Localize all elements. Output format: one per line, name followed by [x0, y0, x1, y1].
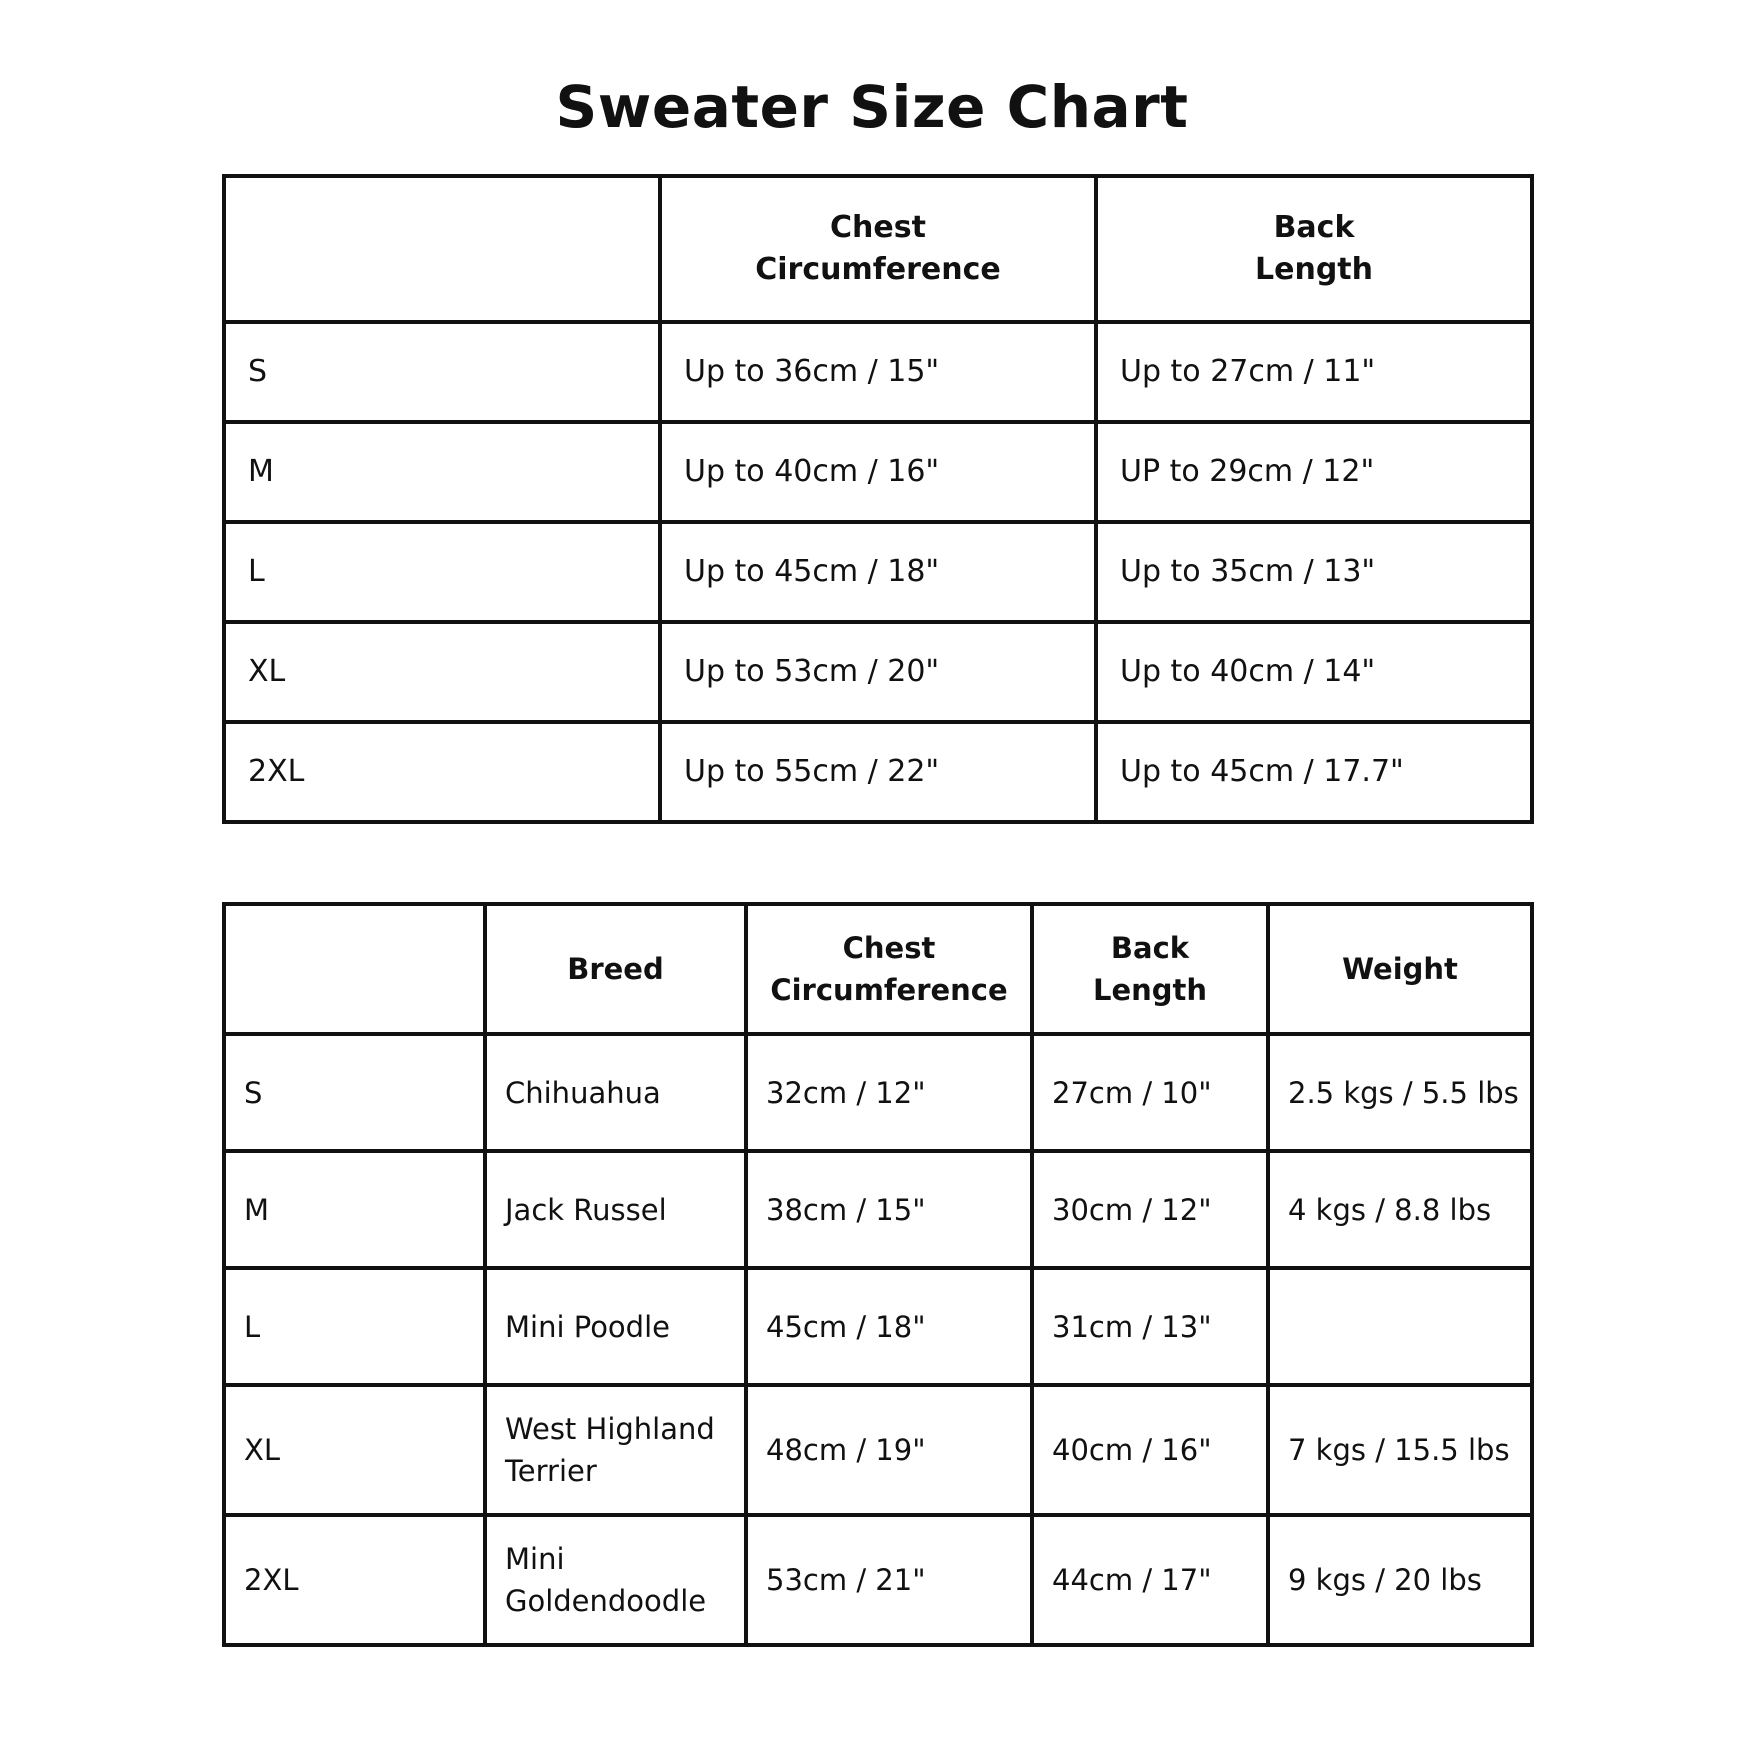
- cell-text: 44cm / 17": [1052, 1563, 1212, 1597]
- table-cell: [224, 1268, 485, 1385]
- table-cell: [224, 1034, 485, 1151]
- table-cell: Up to 35cm / 13": [1096, 522, 1532, 622]
- table-cell: [746, 1515, 1032, 1645]
- cell-text: 38cm / 15": [766, 1192, 926, 1227]
- table-row: [224, 1034, 1532, 1151]
- table-row: [224, 1151, 1532, 1268]
- cell-text: 2XL: [244, 1563, 299, 1597]
- cell-text: 30cm / 12": [1052, 1192, 1212, 1227]
- column-header: [660, 176, 1096, 322]
- cell-text: Chest: [830, 210, 926, 245]
- cell-text: L: [244, 1309, 261, 1344]
- table-cell: [485, 1268, 746, 1385]
- table-cell: [1032, 1151, 1268, 1268]
- cell-text: Circumference: [770, 973, 1008, 1007]
- column-header: [1268, 904, 1532, 1034]
- table-cell: [485, 1385, 746, 1515]
- cell-text: Length: [1092, 973, 1208, 1007]
- column-header: [1032, 904, 1268, 1034]
- table-row: [224, 522, 1532, 622]
- cell-text: Back: [1273, 210, 1355, 245]
- table-cell: Up to 36cm / 15": [660, 322, 1096, 422]
- column-header: [485, 904, 746, 1034]
- cell-text: Goldendoodle: [505, 1584, 707, 1618]
- table-cell: Up to 55cm / 22": [660, 722, 1096, 822]
- table-cell: [485, 1151, 746, 1268]
- table-cell: [1268, 1268, 1532, 1385]
- table-cell: L: [224, 522, 660, 622]
- table-cell: [1268, 1385, 1532, 1515]
- cell-text: S: [244, 1075, 263, 1110]
- table-row: [224, 422, 1532, 522]
- table-cell: S: [224, 322, 660, 422]
- cell-text: Jack Russel: [505, 1192, 667, 1227]
- cell-text: Mini: [505, 1542, 565, 1576]
- table-row: [224, 722, 1532, 822]
- table-cell: [1268, 1034, 1532, 1151]
- table-cell: [1268, 1515, 1532, 1645]
- header-row: [224, 176, 1532, 322]
- table-row: [224, 1385, 1532, 1515]
- table-cell: XL: [224, 622, 660, 722]
- size-table: [222, 174, 1534, 824]
- cell-text: Length: [1255, 252, 1373, 287]
- cell-text: 27cm / 10": [1052, 1075, 1212, 1110]
- cell-text: Weight: [1342, 952, 1458, 986]
- cell-text: 4 kgs / 8.8 lbs: [1288, 1192, 1492, 1227]
- column-header: [224, 904, 485, 1034]
- table-cell: [1032, 1034, 1268, 1151]
- cell-text: 31cm / 13": [1052, 1309, 1212, 1344]
- cell-text: 32cm / 12": [766, 1075, 926, 1110]
- cell-text: 45cm / 18": [766, 1309, 926, 1344]
- cell-text: Mini Poodle: [505, 1309, 670, 1344]
- table-cell: 2XL: [224, 722, 660, 822]
- cell-text: XL: [244, 1433, 281, 1467]
- cell-text: 53cm / 21": [766, 1563, 926, 1597]
- cell-text: Circumference: [755, 252, 1001, 287]
- cell-text: 2.5 kgs / 5.5 lbs: [1288, 1075, 1519, 1110]
- cell-text: 9 kgs / 20 lbs: [1288, 1563, 1482, 1597]
- cell-text: 40cm / 16": [1052, 1433, 1212, 1467]
- table-row: [224, 1515, 1532, 1645]
- table-cell: [485, 1034, 746, 1151]
- table-cell: [746, 1268, 1032, 1385]
- table-cell: [1032, 1385, 1268, 1515]
- table-cell: [224, 1385, 485, 1515]
- table-cell: M: [224, 422, 660, 522]
- cell-text: Back: [1110, 931, 1190, 965]
- column-header: [746, 904, 1032, 1034]
- cell-text: M: [244, 1192, 270, 1227]
- cell-text: Chihuahua: [505, 1075, 661, 1110]
- header-row: [224, 904, 1532, 1034]
- cell-text: Chest: [842, 931, 936, 965]
- table-cell: [1268, 1151, 1532, 1268]
- cell-text: 48cm / 19": [766, 1433, 926, 1467]
- column-header: [1096, 176, 1532, 322]
- cell-text: Breed: [567, 952, 664, 986]
- table-cell: [746, 1034, 1032, 1151]
- table-cell: Up to 40cm / 16": [660, 422, 1096, 522]
- table-cell: [746, 1151, 1032, 1268]
- breed-size-table: [222, 902, 1534, 1647]
- cell-text: Terrier: [505, 1454, 597, 1488]
- column-header: [224, 176, 660, 322]
- table-cell: Up to 53cm / 20": [660, 622, 1096, 722]
- table-row: [224, 1268, 1532, 1385]
- cell-text: West Highland: [505, 1412, 715, 1446]
- table-cell: [485, 1515, 746, 1645]
- table-cell: [1032, 1268, 1268, 1385]
- table-cell: Up to 40cm / 14": [1096, 622, 1532, 722]
- table-cell: [224, 1151, 485, 1268]
- table-cell: Up to 45cm / 17.7": [1096, 722, 1532, 822]
- table-row: [224, 322, 1532, 422]
- table-cell: Up to 45cm / 18": [660, 522, 1096, 622]
- table-cell: UP to 29cm / 12": [1096, 422, 1532, 522]
- cell-text: 7 kgs / 15.5 lbs: [1288, 1433, 1510, 1467]
- table-cell: [746, 1385, 1032, 1515]
- page-title: Sweater Size Chart: [555, 73, 1189, 141]
- table-row: [224, 622, 1532, 722]
- table-cell: [1032, 1515, 1268, 1645]
- table-cell: [224, 1515, 485, 1645]
- table-cell: Up to 27cm / 11": [1096, 322, 1532, 422]
